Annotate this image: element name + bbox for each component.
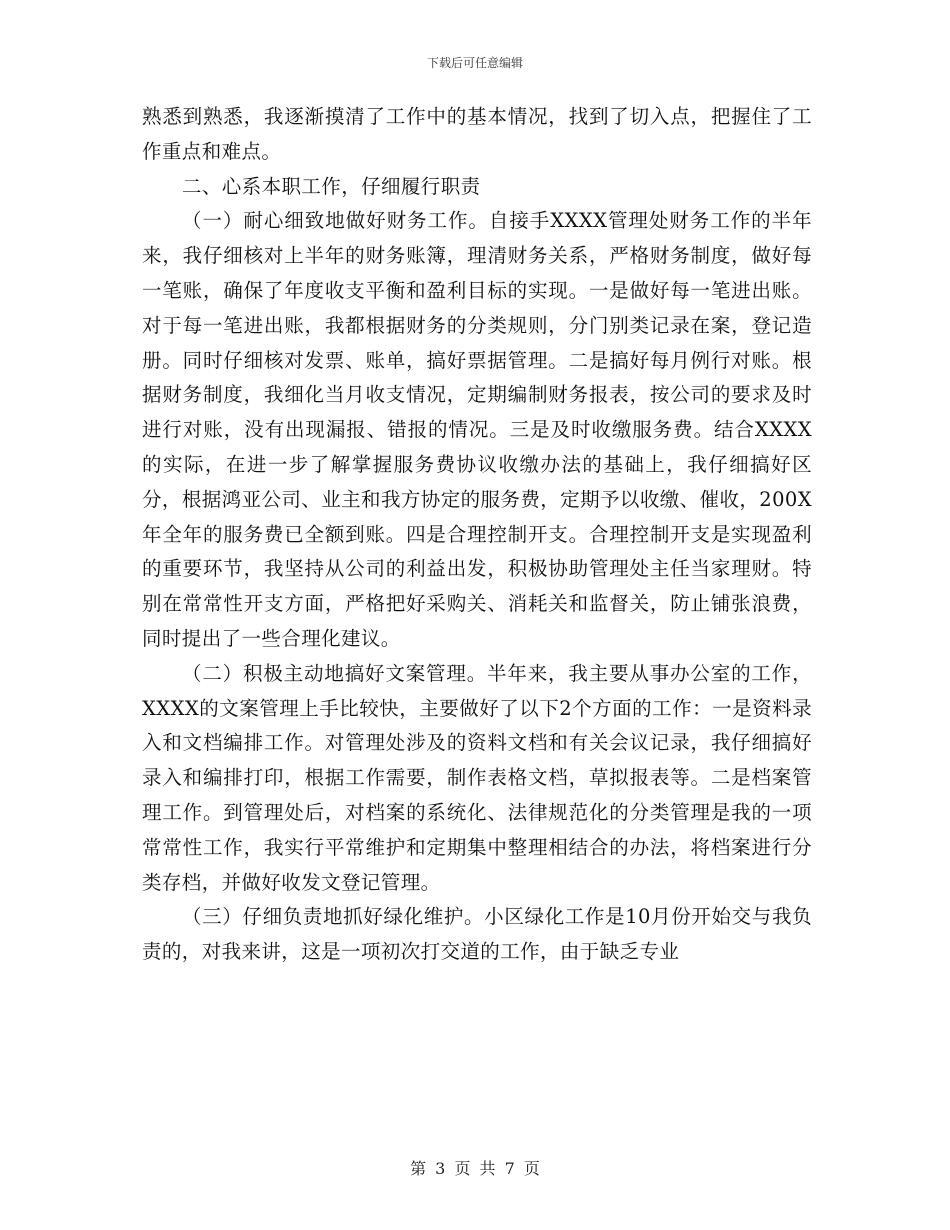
page-header: 下载后可任意编辑: [426, 56, 523, 70]
paragraph-continuation: 熟悉到熟悉，我逐渐摸清了工作中的基本情况，找到了切入点，把握住了工作重点和难点。: [142, 105, 812, 163]
page-number: 第 3 页 共 7 页: [410, 1159, 540, 1178]
document-body: [142, 100, 812, 970]
section-heading: 二、心系本职工作，仔细履行职责: [182, 174, 481, 198]
paragraph-greening: （三）仔细负责地抓好绿化维护。小区绿化工作是10月份开始交与我负责的，对我来讲，这是一项初次打交道的工作，由于缺乏专业: [142, 905, 812, 964]
paragraph-documents: （二）积极主动地搞好文案管理。半年来，我主要从事办公室的工作，XXXX的文案管理上手比较快，主要做好了以下2个方面的工作：一是资料录入和文档编排工作。对管理处涉及的资料文档和有关会议记录，我仔细搞好录入和编排打印，根据工作需要，制作表格文档，草拟报表等。二是档案管理工作。到管理处后，对档案的系统化、法律规范化的分类管理是我的一项常常性工作，我实行平常维护和定期集中整理相结合的办法，将档案进行分类存档，并做好收发文登记管理。: [142, 661, 812, 894]
paragraph-finance: （一）耐心细致地做好财务工作。自接手XXXX管理处财务工作的半年来，我仔细核对上半年的财务账簿，理清财务关系，严格财务制度，做好每一笔账，确保了年度收支平衡和盈利目标的实现。一是做好每一笔进出账。对于每一笔进出账，我都根据财务的分类规则，分门别类记录在案，登记造册。同时仔细核对发票、账单，搞好票据管理。二是搞好每月例行对账。根据财务制度，我细化当月收支情况，定期编制财务报表，按公司的要求及时进行对账，没有出现漏报、错报的情况。三是及时收缴服务费。结合XXXX的实际，在进一步了解掌握服务费协议收缴办法的基础上，我仔细搞好区分，根据鸿亚公司、业主和我方协定的服务费，定期予以收缴、催收，200X年全年的服务费已全额到账。四是合理控制开支。合理控制开支是实现盈利的重要环节，我坚持从公司的利益出发，积极协助管理处主任当家理财。特别在常常性开支方面，严格把好采购关、消耗关和监督关，防止铺张浪费，同时提出了一些合理化建议。: [142, 209, 812, 650]
